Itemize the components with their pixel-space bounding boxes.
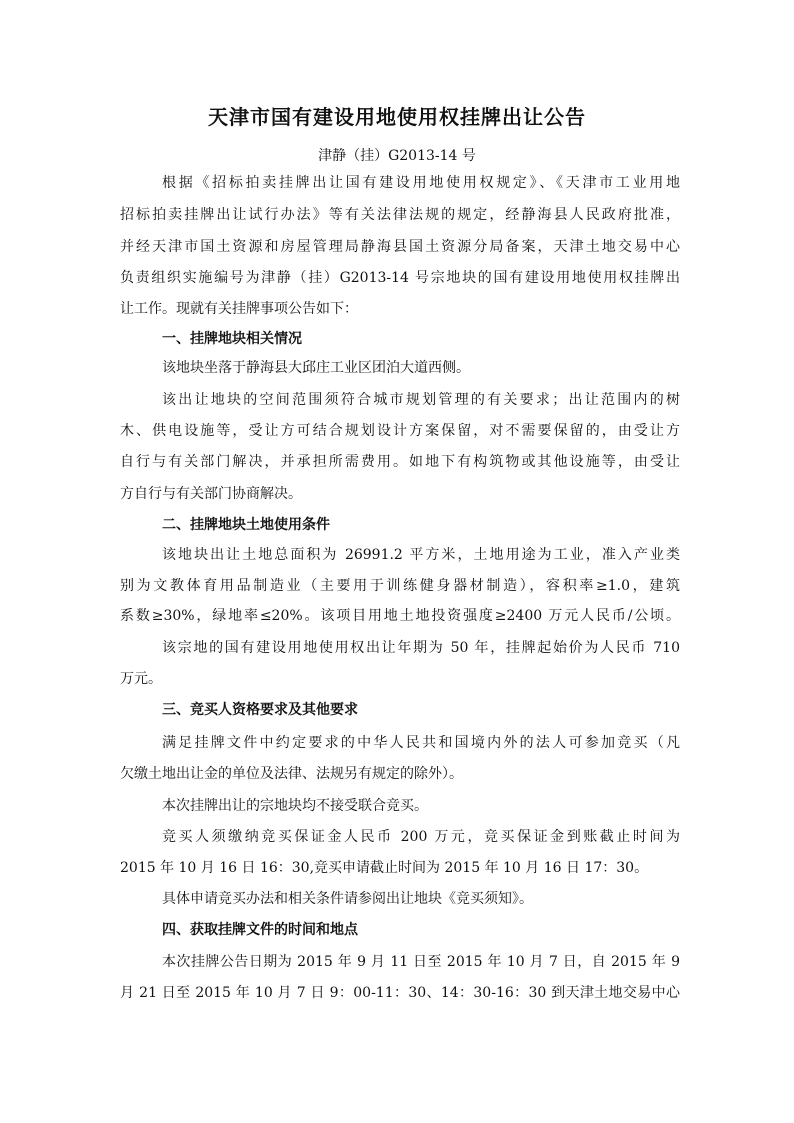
conditions-line: 该地块出让土地总面积为 26991.2 平方米，土地用途为工业，准入产业类 — [162, 547, 680, 563]
intro-line: 负责组织实施编号为津静（挂）G2013-14 号宗地块的国有建设用地使用权挂牌出 — [120, 270, 680, 286]
conditions-line: 别为文教体育用品制造业（主要用于训练健身器材制造），容积率≥1.0，建筑 — [120, 578, 680, 594]
scope-line: 木、供电设施等，受让方可结合规划设计方案保留，对不需要保留的，由受让方 — [120, 423, 680, 439]
document-title: 天津市国有建设用地使用权挂牌出让公告 — [208, 105, 586, 129]
scope-line: 方自行与有关部门协商解决。 — [120, 486, 302, 502]
no-joint-bid-text: 本次挂牌出让的宗地块均不接受联合竞买。 — [162, 798, 428, 814]
section-heading-2: 二、挂牌地块土地使用条件 — [162, 517, 330, 533]
section-heading-3: 三、竞买人资格要求及其他要求 — [162, 702, 358, 718]
section-heading-1: 一、挂牌地块相关情况 — [162, 331, 302, 347]
scope-line: 该出让地块的空间范围须符合城市规划管理的有关要求；出让范围内的树 — [162, 392, 680, 408]
section4-line: 月 21 日至 2015 年 10 月 7 日 9：00-11：30、14：30-16：30 到天津土地交易中心 — [120, 985, 680, 1001]
scope-line: 自行与有关部门解决，并承担所需费用。如地下有构筑物或其他设施等，由受让 — [120, 454, 680, 470]
intro-line: 招标拍卖挂牌出让试行办法》等有关法律法规的规定，经静海县人民政府批准， — [120, 207, 680, 223]
refer-text: 具体申请竞买办法和相关条件请参阅出让地块《竞买须知》。 — [162, 891, 533, 907]
section4-line: 本次挂牌公告日期为 2015 年 9 月 11 日至 2015 年 10 月 7 日，自 2015 年 9 — [162, 954, 680, 970]
deposit-line: 竞买人须缴纳竞买保证金人民币 200 万元，竞买保证金到账截止时间为 — [162, 829, 680, 845]
term-line: 该宗地的国有建设用地使用权出让年期为 50 年，挂牌起始价为人民币 710 — [162, 640, 680, 656]
section-heading-4: 四、获取挂牌文件的时间和地点 — [162, 922, 358, 938]
deposit-line: 2015 年 10 月 16 日 16：30,竞买申请截止时间为 2015 年 10 月 16 日 17：30。 — [120, 860, 649, 876]
term-line: 万元。 — [120, 671, 162, 687]
intro-line: 并经天津市国土资源和房屋管理局静海县国土资源分局备案，天津土地交易中心 — [120, 239, 680, 255]
conditions-line: 系数≥30%，绿地率≤20%。该项目用地土地投资强度≥2400 万元人民币/公顷。 — [120, 608, 680, 624]
location-text: 该地块坐落于静海县大邱庄工业区团泊大道西侧。 — [162, 360, 470, 376]
eligibility-line: 满足挂牌文件中约定要求的中华人民共和国境内外的法人可参加竞买（凡 — [162, 735, 680, 751]
eligibility-line: 欠缴土地出让金的单位及法律、法规另有规定的除外）。 — [120, 766, 463, 782]
document-number: 津静（挂）G2013-14 号 — [318, 148, 476, 164]
intro-line: 让工作。现就有关挂牌事项公告如下： — [120, 301, 358, 317]
intro-line: 根据《招标拍卖挂牌出让国有建设用地使用权规定》、《天津市工业用地 — [162, 175, 680, 191]
